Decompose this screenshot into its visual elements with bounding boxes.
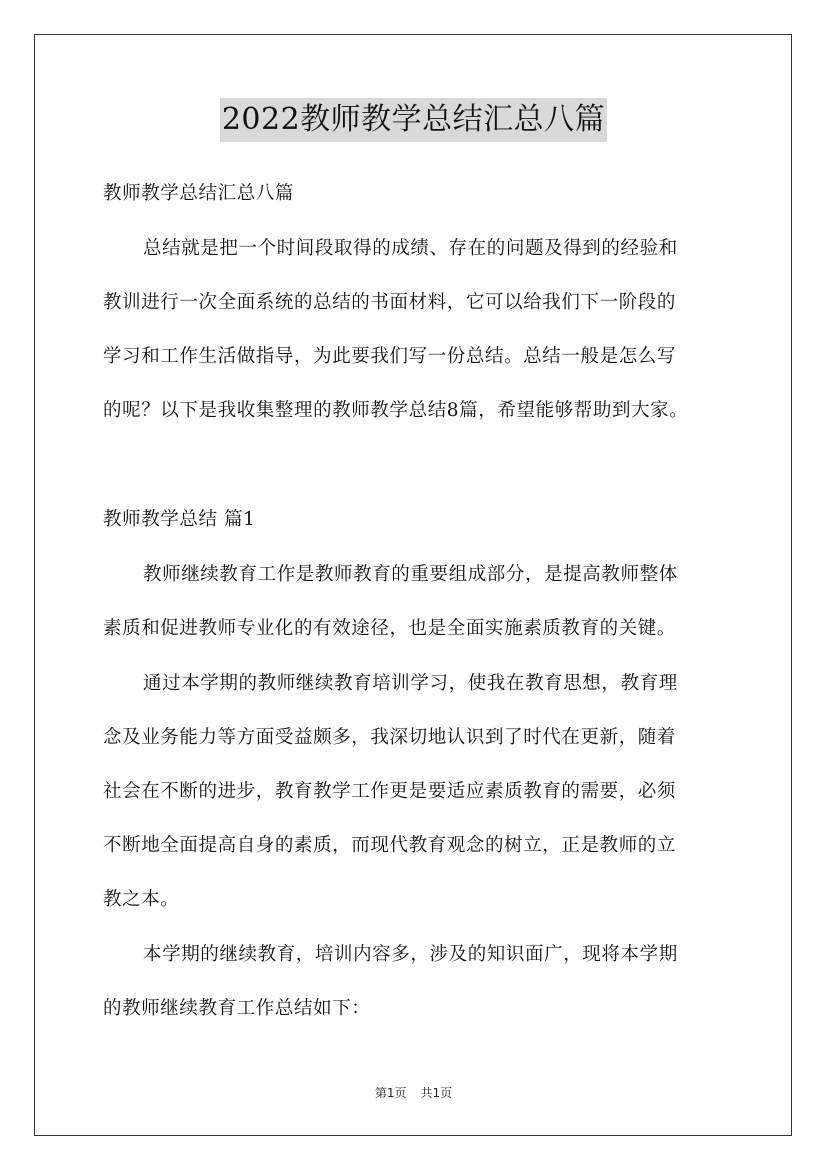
document-title: 2022教师教学总结汇总八篇: [220, 98, 607, 142]
paragraph-line: 素质和促进教师专业化的有效途径，也是全面实施素质教育的关键。: [103, 618, 677, 639]
page-number-total: 共1页: [420, 1086, 453, 1100]
paragraph-line: 社会在不断的进步，教育教学工作更是要适应素质教育的需要，必须: [103, 781, 677, 802]
paragraph-line: 念及业务能力等方面受益颇多，我深切地认识到了时代在更新，随着: [103, 727, 677, 748]
paragraph-line: 教之本。: [103, 889, 180, 910]
intro-line-4: 的呢？以下是我收集整理的教师教学总结8篇，希望能够帮助到大家。: [103, 400, 689, 421]
paragraph-line: 本学期的继续教育，培训内容多，涉及的知识面广，现将本学期: [143, 944, 678, 965]
paragraph-line: 通过本学期的教师继续教育培训学习，使我在教育思想，教育理: [143, 673, 678, 694]
section-heading: 教师教学总结 篇1: [103, 509, 256, 530]
intro-line-1: 总结就是把一个时间段取得的成绩、存在的问题及得到的经验和: [143, 238, 678, 259]
page-footer: [0, 1084, 827, 1101]
paragraph-line: 教师继续教育工作是教师教育的重要组成部分，是提高教师整体: [143, 564, 678, 585]
paragraph-line: 的教师继续教育工作总结如下：: [103, 998, 371, 1019]
page-number-current: 第1页: [374, 1086, 407, 1100]
intro-line-3: 学习和工作生活做指导，为此要我们写一份总结。总结一般是怎么写: [103, 346, 677, 367]
paragraph-line: 不断地全面提高自身的素质，而现代教育观念的树立，正是教师的立: [103, 835, 677, 856]
document-subtitle: 教师教学总结汇总八篇: [103, 183, 295, 204]
intro-line-2: 教训进行一次全面系统的总结的书面材料，它可以给我们下一阶段的: [103, 292, 677, 313]
title-container: [0, 98, 827, 142]
